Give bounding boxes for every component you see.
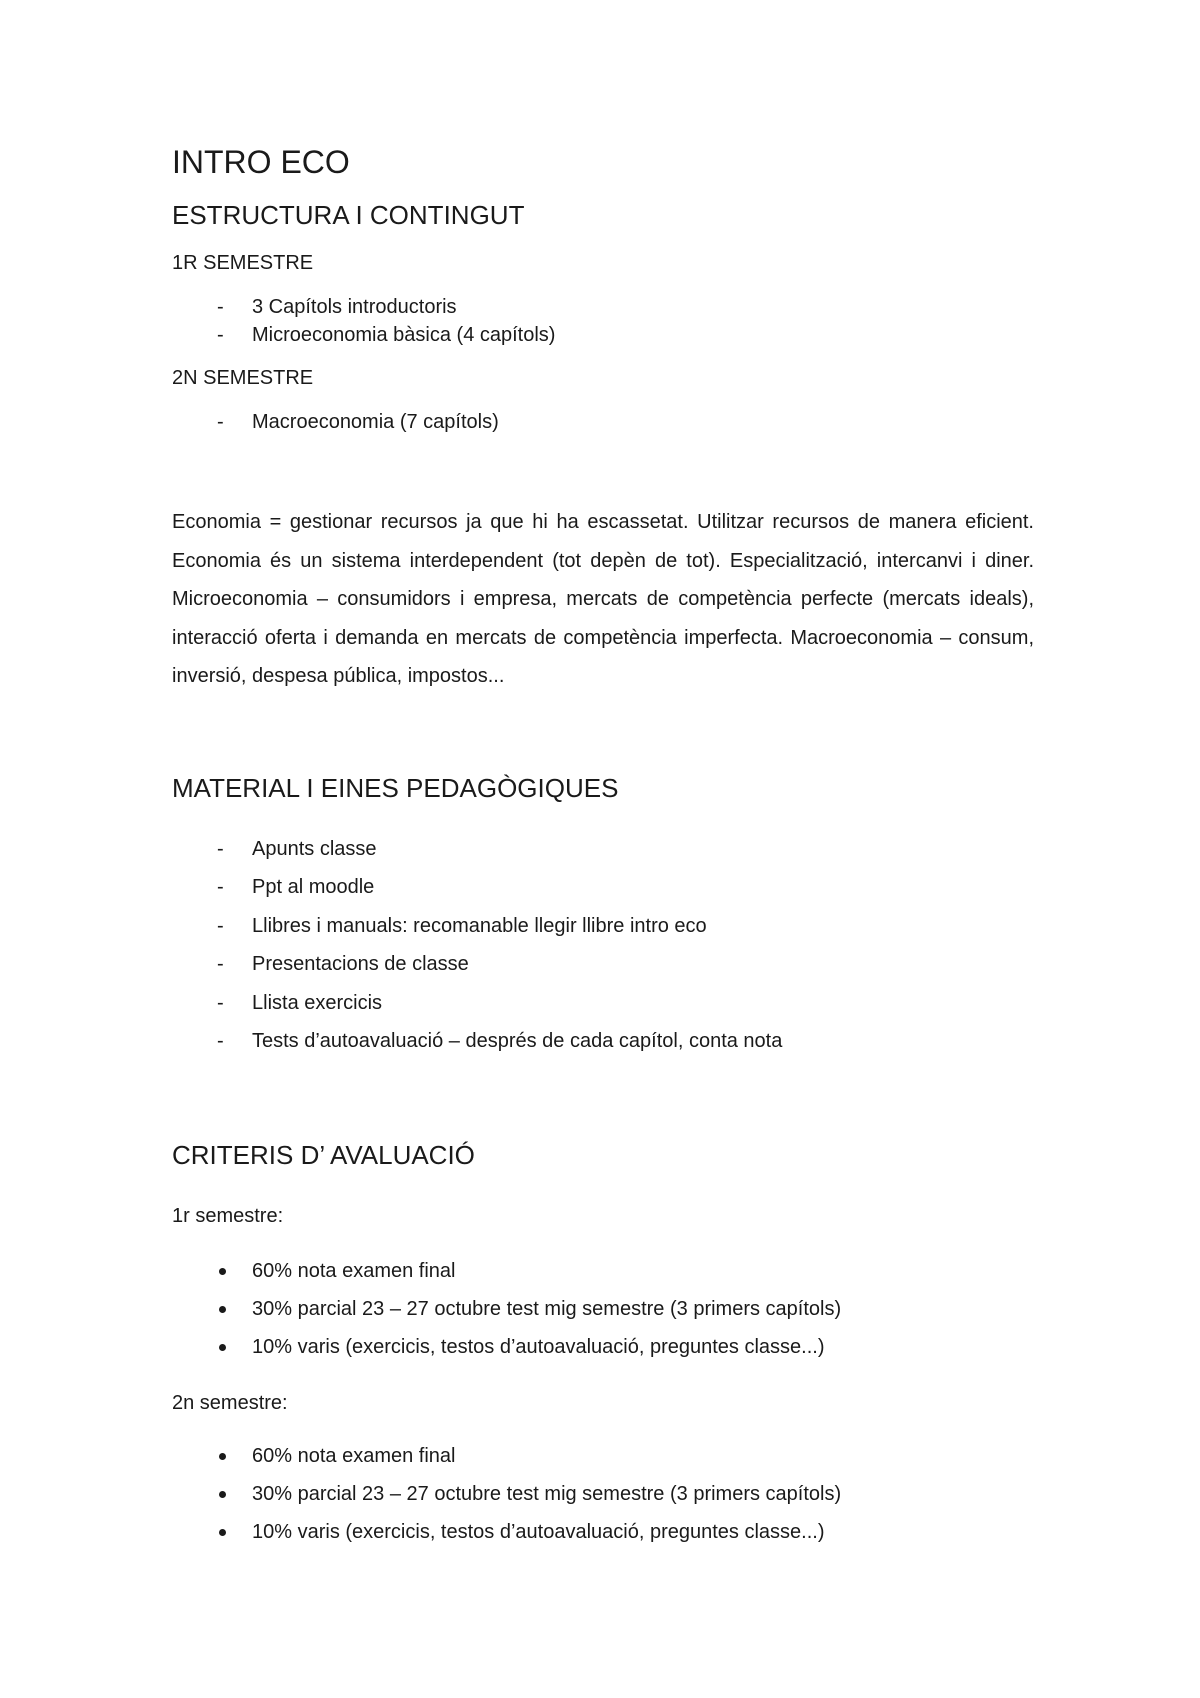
list-item-text: 30% parcial 23 – 27 octubre test mig semestre (3 primers capítols) xyxy=(252,1483,842,1505)
dash-marker: - xyxy=(217,324,224,346)
document-title: INTRO ECO xyxy=(172,144,350,180)
list-item-text: Macroeconomia (7 capítols) xyxy=(252,411,499,433)
section-heading-criteris: CRITERIS D’ AVALUACIÓ xyxy=(172,1140,475,1170)
dash-marker: - xyxy=(217,296,224,318)
list-item-text: Llista exercicis xyxy=(252,992,383,1014)
list-item-text: Microeconomia bàsica (4 capítols) xyxy=(252,324,556,346)
list-item-text: 30% parcial 23 – 27 octubre test mig semestre (3 primers capítols) xyxy=(252,1298,842,1320)
list-item-text: Apunts classe xyxy=(252,838,377,860)
list-item-text: 3 Capítols introductoris xyxy=(252,296,457,318)
list-item-text: Tests d’autoavaluació – després de cada capítol, conta nota xyxy=(252,1030,783,1052)
list-item-text: 60% nota examen final xyxy=(252,1445,456,1467)
section-heading-material: MATERIAL I EINES PEDAGÒGIQUES xyxy=(172,773,619,803)
bullet-icon xyxy=(219,1491,226,1498)
semester-2-label: 2N SEMESTRE xyxy=(172,367,314,389)
dash-marker: - xyxy=(217,915,224,937)
bullet-icon xyxy=(219,1344,226,1351)
eval-semester-2-label: 2n semestre: xyxy=(172,1392,288,1414)
bullet-icon xyxy=(219,1268,226,1275)
dash-marker: - xyxy=(217,992,224,1014)
list-item-text: Ppt al moodle xyxy=(252,876,375,898)
eval-semester-1-label: 1r semestre: xyxy=(172,1205,284,1227)
economy-paragraph: Economia = gestionar recursos ja que hi ha escassetat. Utilitzar recursos de manera eficient. Economia és un sistema interdependent (tot depèn de tot). Especialització, intercanvi i diner. Microeconomia – consumidors i empresa, mercats de competència perfecte (mercats ideals), interacció oferta i demanda en mercats de competència imperfecta. Macroeconomia – consum, inversió, despesa pública, impostos... xyxy=(172,511,1034,687)
semester-1-label: 1R SEMESTRE xyxy=(172,252,314,274)
dash-marker: - xyxy=(217,876,224,898)
dash-marker: - xyxy=(217,1030,224,1052)
list-item-text: 10% varis (exercicis, testos d’autoavaluació, preguntes classe...) xyxy=(252,1521,825,1543)
list-item-text: 60% nota examen final xyxy=(252,1260,456,1282)
dash-marker: - xyxy=(217,953,224,975)
list-item-text: Presentacions de classe xyxy=(252,953,469,975)
dash-marker: - xyxy=(217,838,224,860)
list-item-text: Llibres i manuals: recomanable llegir llibre intro eco xyxy=(252,915,707,937)
bullet-icon xyxy=(219,1453,226,1460)
section-heading-estructura: ESTRUCTURA I CONTINGUT xyxy=(172,200,525,230)
bullet-icon xyxy=(219,1306,226,1313)
list-item-text: 10% varis (exercicis, testos d’autoavaluació, preguntes classe...) xyxy=(252,1336,825,1358)
bullet-icon xyxy=(219,1529,226,1536)
dash-marker: - xyxy=(217,411,224,433)
